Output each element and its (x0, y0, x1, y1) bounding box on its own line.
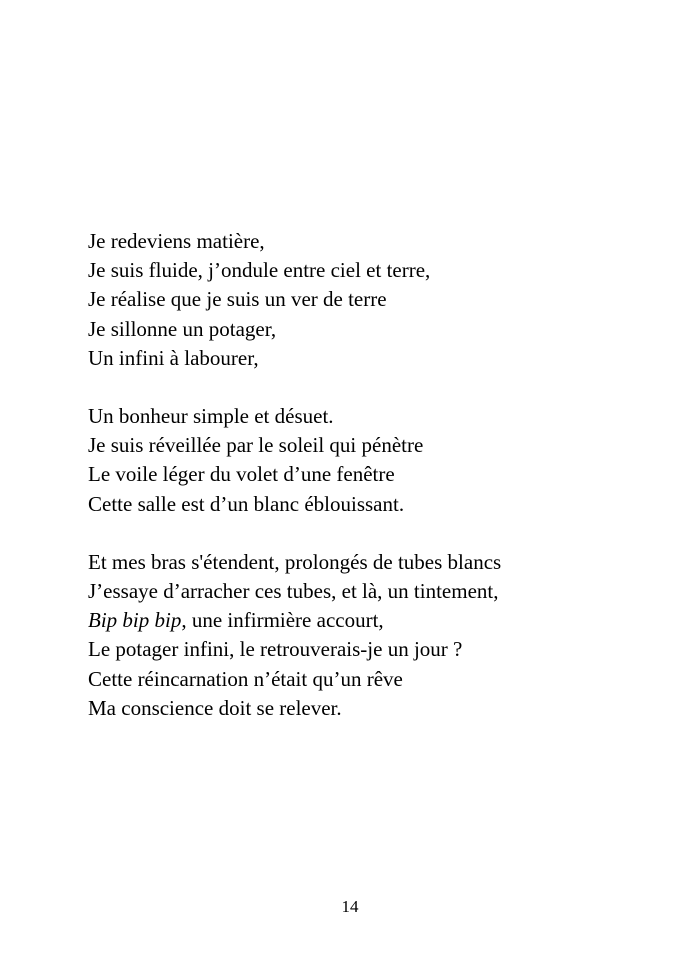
stanza-1 (88, 227, 668, 373)
page-number: 14 (341, 897, 359, 916)
poem-line: Cette réincarnation n’était qu’un rêve (88, 666, 403, 691)
poem-line: Un infini à labourer, (88, 345, 259, 370)
poem-line: Un bonheur simple et désuet. (88, 404, 334, 429)
poem-line: Cette salle est d’un blanc éblouissant. (88, 491, 405, 516)
stanza-2 (88, 402, 668, 519)
poem-line: Je suis réveillée par le soleil qui pénètre (88, 433, 424, 458)
poem-body (88, 227, 668, 723)
poem-line: Je sillonne un potager, (88, 316, 277, 341)
poem-line-remainder: , une infirmière accourt, (181, 608, 384, 633)
poem-line (88, 606, 668, 635)
italic-onomatopoeia: Bip bip bip (88, 608, 182, 633)
poem-line: Je redeviens matière, (88, 229, 265, 253)
poem-line: Je réalise que je suis un ver de terre (88, 287, 387, 312)
poem-line: Le potager infini, le retrouverais-je un jour ? (88, 637, 463, 662)
poem-line: Et mes bras s'étendent, prolongés de tubes blancs (88, 549, 502, 574)
poem-line: Ma conscience doit se relever. (88, 695, 342, 720)
poem-line: Le voile léger du volet d’une fenêtre (88, 462, 395, 487)
stanza-3 (88, 548, 668, 723)
poem-line: J’essaye d’arracher ces tubes, et là, un tintement, (88, 579, 499, 604)
poem-line: Je suis fluide, j’ondule entre ciel et terre, (88, 258, 431, 283)
